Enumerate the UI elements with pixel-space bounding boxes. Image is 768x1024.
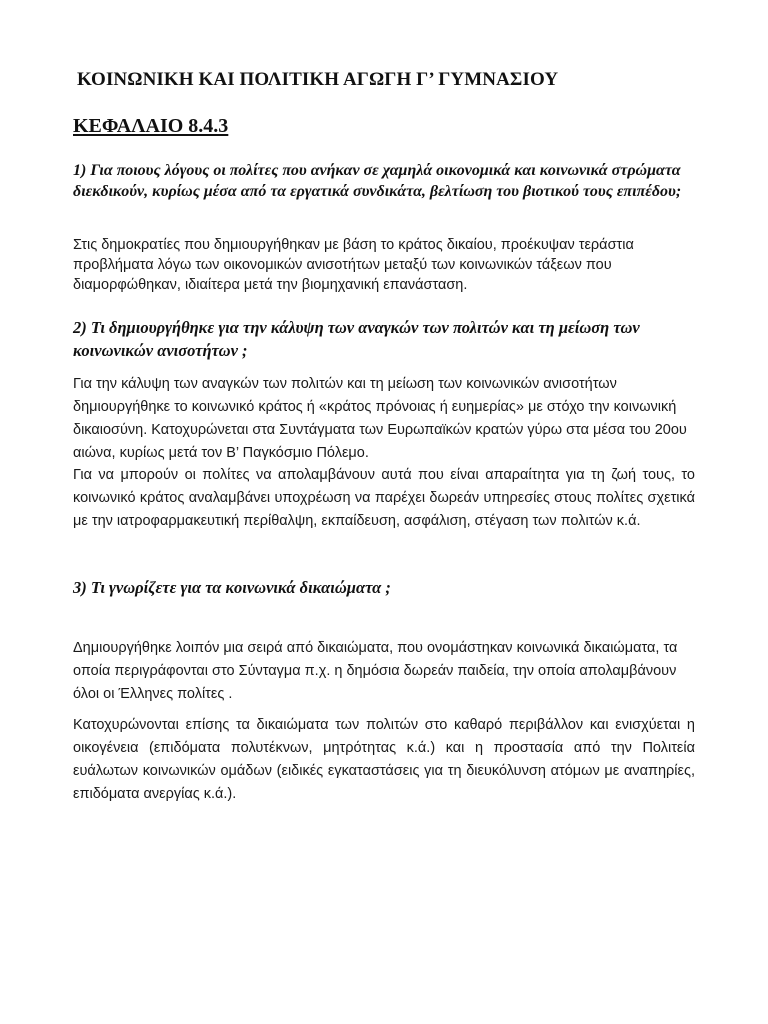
answer-3-paragraph-1: Δημιουργήθηκε λοιπόν μια σειρά από δικαιώματα, που ονομάστηκαν κοινωνικά δικαιώματα, τα οποία περιγράφονται στο Σύνταγμα π.χ. η δημόσια δωρεάν παιδεία, την οποία απολαμβάνουν όλοι οι Έλληνες πολίτες . [73,640,678,702]
question-3: 3) Τι γνωρίζετε για τα κοινωνικά δικαιώματα ; [73,578,391,597]
answer-2-paragraph-2: Για να μπορούν οι πολίτες να απολαμβάνουν αυτά που είναι απαραίτητα για τη ζωή τους, το κοινωνικό κράτος αναλαμβάνει υποχρέωση να παρέχει δωρεάν υπηρεσίες στους πολίτες σχετικά με την ιατροφαρμακευτική περίθαλψη, εκπαίδευση, ασφάλιση, στέγαση των πολιτών κ.ά. [73,467,695,529]
answer-3-paragraph-2: Κατοχυρώνονται επίσης τα δικαιώματα των πολιτών στο καθαρό περιβάλλον και ενισχύεται η οικογένεια (επιδόματα πολυτέκνων, μητρότητας κ.ά.) και η προστασία από την Πολιτεία ευάλωτων κοινωνικών ομάδων (ειδικές εγκαταστάσεις για τη διευκόλυνση ατόμων με αναπηρίες, επιδόματα ανεργίας κ.ά.). [73,717,695,802]
document-title: ΚΟΙΝΩΝΙΚΗ ΚΑΙ ΠΟΛΙΤΙΚΗ ΑΓΩΓΗ Γ’ ΓΥΜΝΑΣΙΟΥ [77,69,559,90]
question-1: 1) Για ποιους λόγους οι πολίτες που ανήκαν σε χαμηλά οικονομικά και κοινωνικά στρώματα διεκδικούν, κυρίως μέσα από τα εργατικά συνδικάτα, βελτίωση του βιοτικού τους επιπέδου; [73,162,682,200]
answer-1-paragraph-1: Στις δημοκρατίες που δημιουργήθηκαν με βάση το κράτος δικαίου, προέκυψαν τεράστια προβλήματα λόγω των οικονομικών ανισοτήτων μεταξύ των κοινωνικών τάξεων που διαμορφώθηκαν, ιδιαίτερα μετά την βιομηχανική επανάσταση. [73,237,634,293]
chapter-heading: ΚΕΦΑΛΑΙΟ 8.4.3 [73,115,229,137]
question-2: 2) Τι δημιουργήθηκε για την κάλυψη των αναγκών των πολιτών και τη μείωση των κοινωνικών ανισοτήτων ; [73,318,640,360]
answer-2-paragraph-1: Για την κάλυψη των αναγκών των πολιτών και τη μείωση των κοινωνικών ανισοτήτων δημιουργήθηκε το κοινωνικό κράτος ή «κράτος πρόνοιας ή ευημερίας» με στόχο την κοινωνική δικαιοσύνη. Κατοχυρώνεται στα Συντάγματα των Ευρωπαϊκών κρατών γύρω στα μέσα του 20ου αιώνα, κυρίως μετά τον Β’ Παγκόσμιο Πόλεμο. [73,376,687,461]
